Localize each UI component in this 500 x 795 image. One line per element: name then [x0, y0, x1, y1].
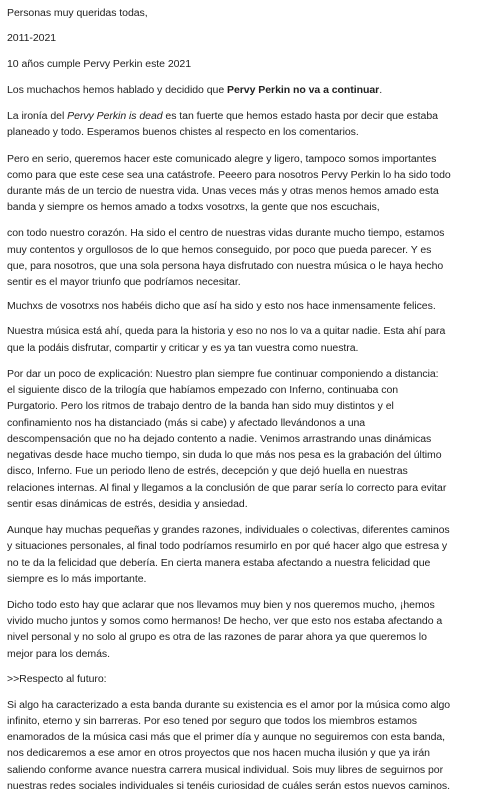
anniversary-line: 10 años cumple Pervy Perkin este 2021 [7, 58, 192, 71]
paragraph-line: Dicho todo esto hay que aclarar que nos llevamos muy bien y nos queremos mucho, ¡hemos [7, 598, 435, 611]
paragraph-line: vivido mucho juntos y somos como hermanos! De hecho, ver que esto nos estaba afectando a [7, 615, 443, 628]
paragraph-line: y situaciones personales, al final todo podríamos resumirlo en por qué hacer algo que estresa y [7, 540, 448, 553]
announcement-line [7, 82, 382, 98]
paragraph-line: no te da la felicidad que debería. En cierta manera estaba afectando a nuestra felicidad que [7, 556, 431, 569]
paragraph-line: enamorados de la música casi más que el primer día y aunque no seguiremos con esta banda, [7, 731, 446, 744]
announcement-tail: . [379, 84, 383, 97]
paragraph-line: sentir esas dinámicas de estrés, desidia y ansiedad. [7, 498, 248, 510]
paragraph-line: el siguiente disco de la trilogía que habíamos empezado con Inferno, continuaba con [7, 384, 399, 397]
paragraph-line: mejor para los demás. [7, 647, 110, 660]
paragraph-line: nivel personal y no solo al grupo es otra de las razones de parar ahora ya que queremos lo [7, 631, 427, 644]
paragraph-line: descompensación que no ha dejado contento a nadie. Venimos arrastrando unas dinámicas [7, 432, 432, 445]
future-heading: >>Respecto al futuro: [7, 672, 107, 685]
salutation: Personas muy queridas todas, [7, 6, 148, 19]
paragraph-line: Aunque hay muchas pequeñas y grandes razones, individuales o colectivas, diferentes caminos [7, 524, 450, 537]
paragraph-line: que la podáis disfrutar, compartir y criticar y es ya tan vuestra como nuestra. [7, 341, 359, 354]
paragraph-line: siempre es lo más importante. [7, 572, 147, 585]
paragraph-line: nuestras redes sociales individuales si tenéis curiosidad de cuáles serán estos nuevos caminos. [7, 780, 450, 792]
announcement-lead: Los muchachos hemos hablado y decidido que [7, 84, 227, 97]
paragraph-line: Nuestra música está ahí, queda para la historia y eso no nos lo va a quitar nadie. Esta ahí para [7, 325, 446, 338]
paragraph-line: con todo nuestro corazón. Ha sido el centro de nuestras vidas durante mucho tiempo, estamos [7, 227, 445, 240]
paragraph-line: Muchxs de vosotrxs nos habéis dicho que así ha sido y esto nos hace inmensamente felices. [7, 299, 436, 312]
paragraph-line: muy contentos y orgullosos de lo que hemos conseguido, por poco que pueda parecer. Y es [7, 243, 432, 256]
paragraph-line: infinito, eterno y sin barreras. Por eso tened por seguro que todos los miembros estamos [7, 714, 418, 727]
paragraph-line: como para que este cese sea una catástrofe. Peeero para nosotros Pervy Perkin lo ha sido todo [7, 168, 451, 181]
paragraph-line: que, para nosotros, que una sola persona haya disfrutado con nuestra música o le haya hecho [7, 259, 444, 272]
paragraph-line: Por dar un poco de explicación: Nuestro plan siempre fue continuar componiendo a distancia: [7, 367, 439, 380]
paragraph-line: Si algo ha caracterizado a esta banda durante su existencia es el amor por la música como algo [7, 698, 451, 711]
irony-tail: es tan fuerte que hemos estado hasta por decir que estaba [162, 110, 438, 123]
paragraph-line: negativas desde hace mucho tiempo, sin duda lo que más nos pesa es la grabación del último [7, 449, 442, 462]
irony-line-2: planeado y todo. Esperamos buenos chistes al respecto en los comentarios. [7, 126, 359, 139]
paragraph-line: Pero en serio, queremos hacer este comunicado alegre y ligero, tampoco somos importantes [7, 152, 437, 165]
paragraph-line: saliendo conforme avance nuestra carrera musical individual. Sois muy libres de seguirnos por [7, 763, 444, 776]
paragraph-line: sentir es el mayor triunfo que podríamos necesitar. [7, 276, 241, 289]
paragraph-line: relaciones internas. Al final y llegamos a la conclusión de que parar sería lo correcto para evitar [7, 481, 447, 494]
paragraph-line: durante más de un tercio de nuestra vida. Unas veces más y otras menos hemos amado esta [7, 185, 439, 198]
paragraph-line: nos dedicaremos a ese amor en otros proyectos que nos hacen mucha ilusión y que ya irán [7, 747, 430, 760]
statement-document [7, 0, 495, 795]
paragraph-line: disco, Inferno. Fue un periodo lleno de estrés, decepción y que dejó huella en nuestras [7, 465, 408, 478]
irony-lead: La ironía del [7, 110, 68, 123]
paragraph-line: confinamiento nos ha distanciado (más si cabe) y afectado llevándonos a una [7, 416, 366, 429]
irony-line-1 [7, 108, 438, 124]
announcement-bold: Pervy Perkin no va a continuar [227, 84, 380, 97]
paragraph-line: Purgatorio. Pero los ritmos de trabajo dentro de la banda han sido muy distintos y el [7, 400, 394, 413]
irony-italic: Pervy Perkin is dead [67, 110, 163, 123]
years-line: 2011-2021 [7, 32, 57, 45]
paragraph-line: banda y siempre os hemos amado a todxs vosotrxs, la gente que nos escuchais, [7, 201, 380, 214]
